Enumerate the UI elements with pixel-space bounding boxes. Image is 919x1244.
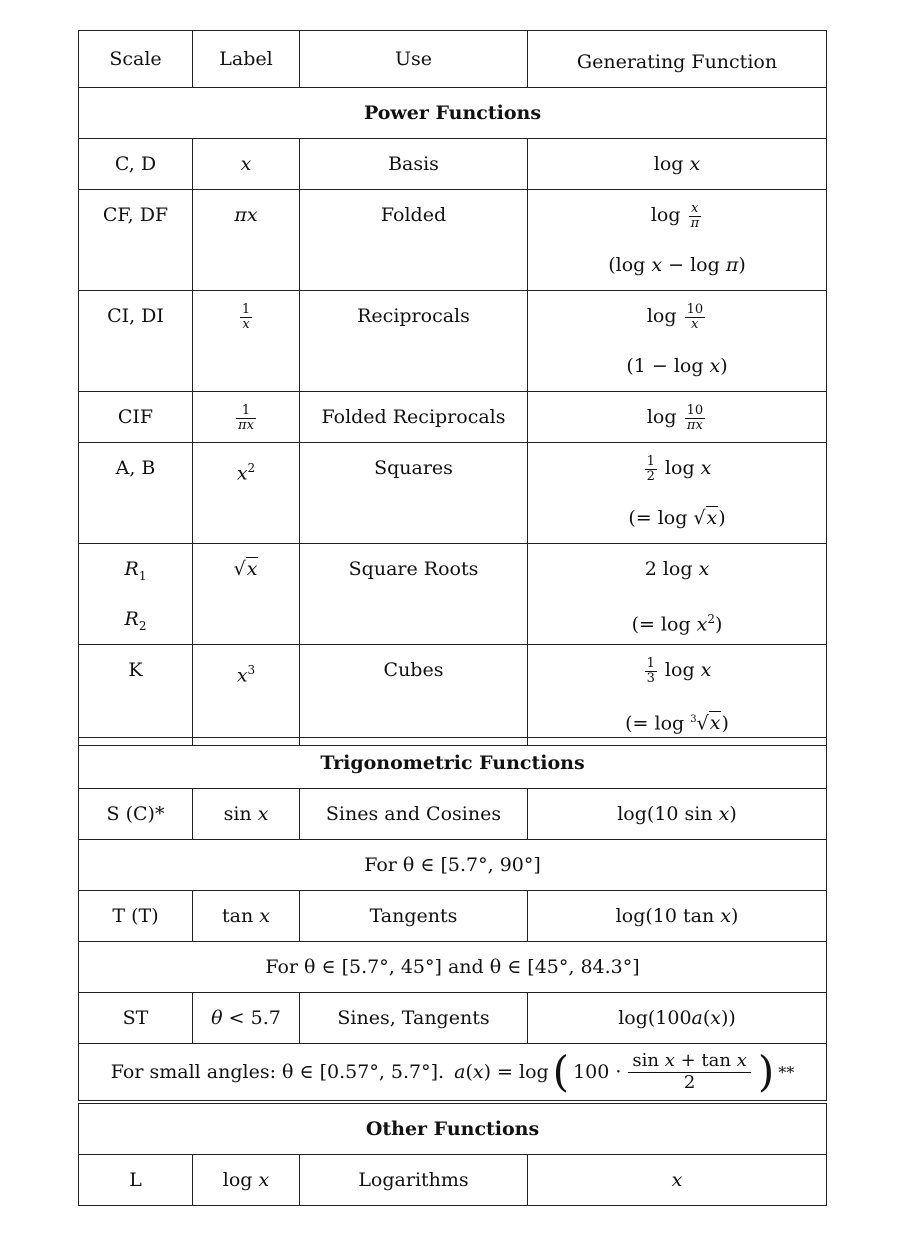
use-cell: Square Roots <box>348 558 479 580</box>
use-cell: Tangents <box>369 905 458 927</box>
note-row <box>79 942 827 993</box>
generating-function-cell: log x <box>653 153 701 175</box>
generating-function-cell: log $\frac{x}{\pi}$ (log x − log π) <box>528 190 827 291</box>
header-row <box>79 31 827 88</box>
label-cell: θ < 5.7 <box>211 1007 281 1029</box>
power-functions-table <box>78 30 827 746</box>
header-label: Label <box>193 31 300 88</box>
label-cell: πx <box>234 204 258 226</box>
scale-cell: K <box>128 659 143 681</box>
section-row-trig <box>79 738 827 789</box>
scale-cell: T (T) <box>112 905 159 927</box>
scale-cell: ST <box>122 1007 149 1029</box>
generating-function-cell: log $\frac{10}{\pi x}$ <box>646 402 704 433</box>
table-row <box>79 1155 827 1206</box>
label-cell: $x^2$ <box>236 461 256 485</box>
table-row <box>79 291 827 392</box>
label-cell: sin x <box>223 803 269 825</box>
table-row <box>79 789 827 840</box>
header-scale: Scale <box>79 31 193 88</box>
table-row <box>79 645 827 746</box>
use-cell: Sines and Cosines <box>325 803 502 825</box>
scale-cell: CIF <box>117 406 154 428</box>
table-row <box>79 443 827 544</box>
label-cell: $\frac{1}{\pi x}$ <box>238 402 254 433</box>
label-cell: tan x <box>222 905 270 927</box>
label-cell: log x <box>222 1169 270 1191</box>
header-use: Use <box>300 31 528 88</box>
scale-cell: C, D <box>114 153 157 175</box>
table-row <box>79 392 827 443</box>
scale-cell: S (C)* <box>106 803 165 825</box>
scale-cell: $R_1$ $R_2$ <box>79 544 193 645</box>
trigonometric-functions-table <box>78 737 827 1101</box>
header-generating-function: Generating Function <box>528 31 827 88</box>
generating-function-cell: log(10 tan x) <box>615 905 739 927</box>
note-row <box>79 840 827 891</box>
use-cell: Squares <box>374 457 453 479</box>
scale-cell: L <box>129 1169 142 1191</box>
use-cell: Folded Reciprocals <box>321 406 506 428</box>
table-row <box>79 993 827 1044</box>
use-cell: Sines, Tangents <box>337 1007 490 1029</box>
scale-cell: CF, DF <box>102 204 169 226</box>
section-title-trig: Trigonometric Functions <box>79 738 827 789</box>
generating-function-cell: log(10 sin x) <box>617 803 737 825</box>
scale-cell: CI, DI <box>107 305 164 327</box>
other-functions-table <box>78 1103 827 1206</box>
section-row-power <box>79 88 827 139</box>
generating-function-cell: $\frac{1}{2}$ log x (= log √x) <box>528 443 827 544</box>
section-title-power: Power Functions <box>79 88 827 139</box>
small-angle-note: For small angles: θ ∈ [0.57°, 5.7°]. a(x) = log ( 100 · sin x + tan x 2 ) ** <box>79 1044 827 1101</box>
note-row <box>79 1044 827 1101</box>
table-row <box>79 190 827 291</box>
section-row-other <box>79 1104 827 1155</box>
section-title-other: Other Functions <box>79 1104 827 1155</box>
table-row <box>79 139 827 190</box>
generating-function-cell: log(100a(x)) <box>618 1007 736 1029</box>
label-cell: $\frac{1}{x}$ <box>241 301 251 332</box>
table-row <box>79 544 827 645</box>
generating-function-cell: 2 log x (= $\log x^2$) <box>528 544 827 645</box>
range-note: For θ ∈ [5.7°, 90°] <box>79 840 827 891</box>
use-cell: Logarithms <box>358 1169 469 1191</box>
range-note: For θ ∈ [5.7°, 45°] and θ ∈ [45°, 84.3°] <box>79 942 827 993</box>
use-cell: Cubes <box>383 659 444 681</box>
scale-cell: A, B <box>115 457 156 479</box>
label-cell: √x <box>233 558 258 580</box>
use-cell: Folded <box>380 204 447 226</box>
use-cell: Reciprocals <box>357 305 470 327</box>
label-cell: $x^3$ <box>236 663 256 687</box>
generating-function-cell: $\frac{1}{3}$ log x (= log $^3$√x) <box>528 645 827 746</box>
table-row <box>79 891 827 942</box>
use-cell: Basis <box>388 153 439 175</box>
label-cell: x <box>240 153 252 175</box>
generating-function-cell: log $\frac{10}{x}$ (1 − log x) <box>528 291 827 392</box>
small-angle-prefix: For small angles: θ ∈ [0.57°, 5.7°]. <box>110 1061 445 1083</box>
generating-function-cell: x <box>671 1169 683 1191</box>
